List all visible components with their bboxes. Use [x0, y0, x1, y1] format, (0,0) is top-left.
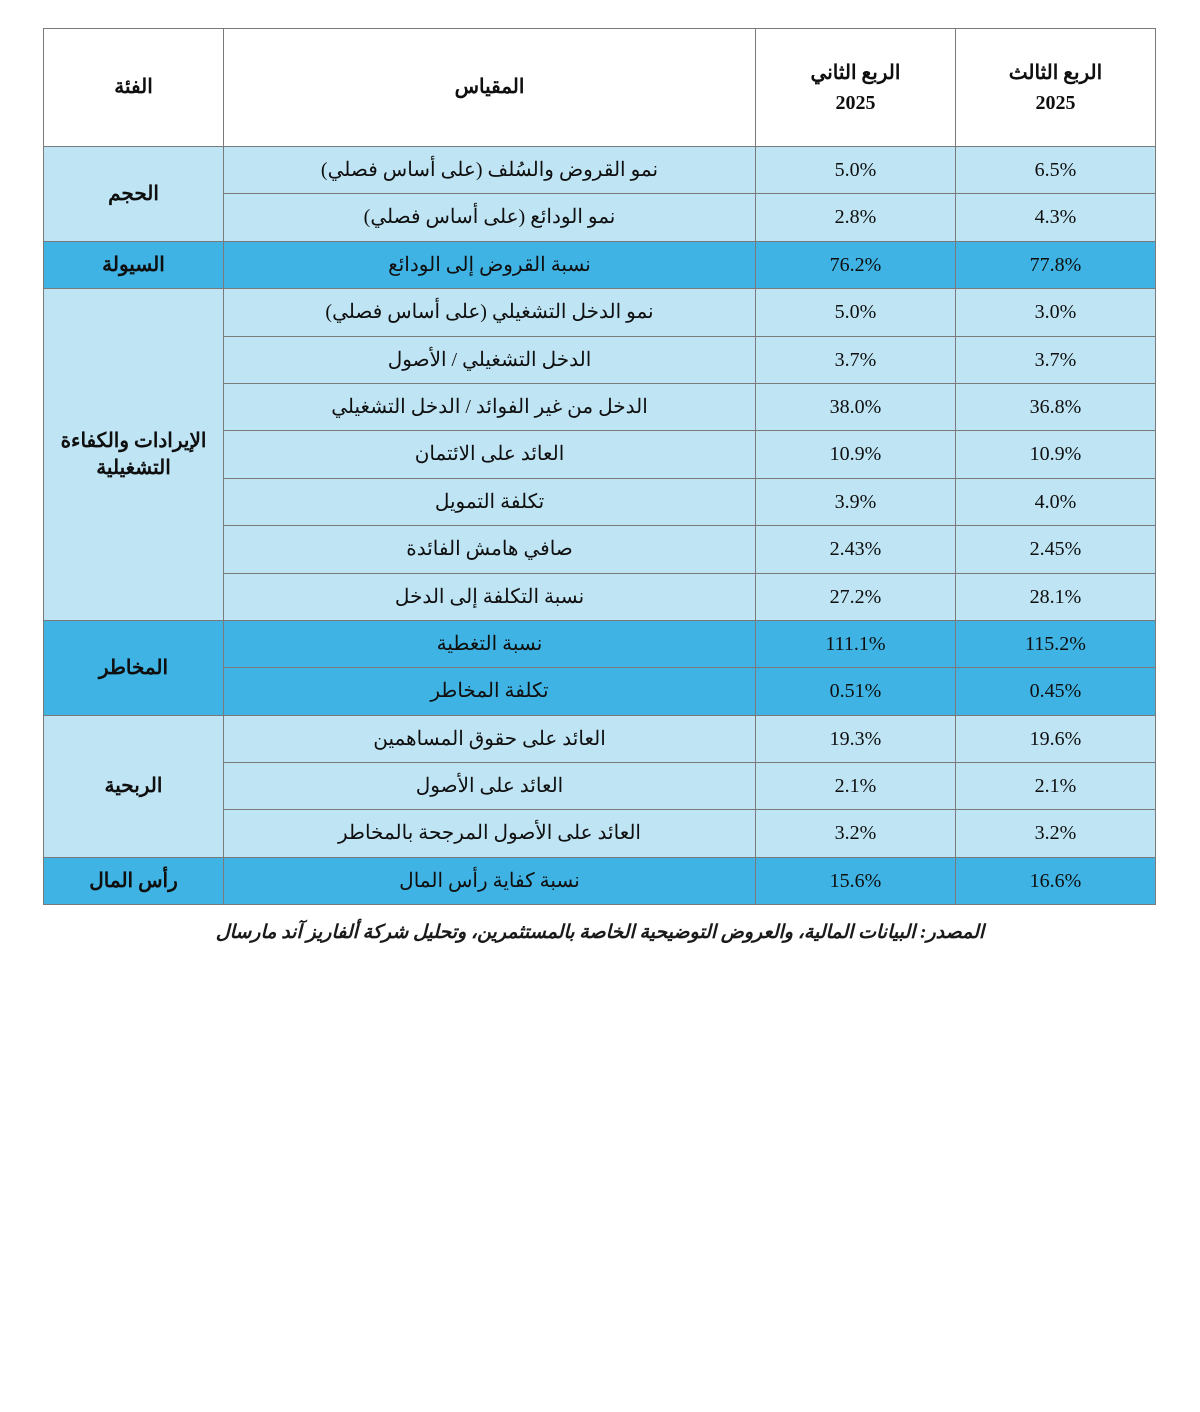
cell-q3-value: 0.45% [956, 668, 1156, 715]
cell-metric-label: الدخل من غير الفوائد / الدخل التشغيلي [224, 383, 756, 430]
cell-q3-value: 3.7% [956, 336, 1156, 383]
table-row [44, 620, 1156, 667]
table-row [44, 289, 1156, 336]
cell-metric-label: نمو القروض والسُلف (على أساس فصلي) [224, 147, 756, 194]
cell-category-label: رأس المال [44, 857, 224, 904]
cell-q3-value: 2.45% [956, 526, 1156, 573]
cell-q2-value: 111.1% [756, 620, 956, 667]
column-header-q3-line2: 2025 [1035, 91, 1076, 114]
cell-q2-value: 0.51% [756, 668, 956, 715]
cell-q2-value: 5.0% [756, 147, 956, 194]
cell-q2-value: 15.6% [756, 857, 956, 904]
cell-q3-value: 10.9% [956, 431, 1156, 478]
cell-q3-value: 4.0% [956, 478, 1156, 525]
column-header-q3-line1: الربع الثالث [1008, 61, 1103, 84]
cell-q3-value: 2.1% [956, 763, 1156, 810]
cell-q2-value: 76.2% [756, 241, 956, 288]
column-header-q2-line2: 2025 [835, 91, 876, 114]
cell-metric-label: تكلفة التمويل [224, 478, 756, 525]
cell-q3-value: 4.3% [956, 194, 1156, 241]
cell-q2-value: 2.1% [756, 763, 956, 810]
cell-q2-value: 10.9% [756, 431, 956, 478]
cell-category-label: السيولة [44, 241, 224, 288]
cell-q3-value: 115.2% [956, 620, 1156, 667]
cell-q3-value: 3.2% [956, 810, 1156, 857]
cell-q2-value: 3.7% [756, 336, 956, 383]
cell-metric-label: نمو الدخل التشغيلي (على أساس فصلي) [224, 289, 756, 336]
cell-q3-value: 36.8% [956, 383, 1156, 430]
cell-q2-value: 38.0% [756, 383, 956, 430]
cell-q3-value: 19.6% [956, 715, 1156, 762]
column-header-metric: المقياس [224, 29, 756, 147]
table-row [44, 857, 1156, 904]
cell-metric-label: تكلفة المخاطر [224, 668, 756, 715]
cell-q2-value: 3.9% [756, 478, 956, 525]
table-header [44, 29, 1156, 147]
cell-q2-value: 5.0% [756, 289, 956, 336]
cell-q3-value: 16.6% [956, 857, 1156, 904]
cell-q3-value: 6.5% [956, 147, 1156, 194]
cell-metric-label: صافي هامش الفائدة [224, 526, 756, 573]
cell-q3-value: 77.8% [956, 241, 1156, 288]
column-header-q2-line1: الربع الثاني [810, 61, 901, 84]
cell-metric-label: الدخل التشغيلي / الأصول [224, 336, 756, 383]
cell-q3-value: 3.0% [956, 289, 1156, 336]
cell-category-label: الإيرادات والكفاءة التشغيلية [44, 289, 224, 621]
cell-metric-label: العائد على الائتمان [224, 431, 756, 478]
column-header-q2 [756, 29, 956, 147]
cell-q2-value: 3.2% [756, 810, 956, 857]
source-note: المصدر: البيانات المالية، والعروض التوضيحية الخاصة بالمستثمرين، وتحليل شركة ألفاريز آند مارسال [215, 922, 985, 944]
cell-metric-label: نسبة كفاية رأس المال [224, 857, 756, 904]
table-row [44, 241, 1156, 288]
cell-category-label: الحجم [44, 147, 224, 242]
cell-q3-value: 28.1% [956, 573, 1156, 620]
column-header-q3 [956, 29, 1156, 147]
financial-metrics-table [43, 28, 1156, 905]
header-row [44, 29, 1156, 147]
cell-q2-value: 27.2% [756, 573, 956, 620]
cell-metric-label: العائد على حقوق المساهمين [224, 715, 756, 762]
cell-q2-value: 19.3% [756, 715, 956, 762]
cell-category-label: الربحية [44, 715, 224, 857]
cell-category-label: المخاطر [44, 620, 224, 715]
cell-q2-value: 2.8% [756, 194, 956, 241]
cell-metric-label: نمو الودائع (على أساس فصلي) [224, 194, 756, 241]
table-body [44, 147, 1156, 905]
cell-metric-label: نسبة القروض إلى الودائع [224, 241, 756, 288]
cell-metric-label: العائد على الأصول [224, 763, 756, 810]
column-header-category: الفئة [44, 29, 224, 147]
table-row [44, 715, 1156, 762]
cell-metric-label: العائد على الأصول المرجحة بالمخاطر [224, 810, 756, 857]
cell-q2-value: 2.43% [756, 526, 956, 573]
table-row [44, 147, 1156, 194]
cell-metric-label: نسبة التغطية [224, 620, 756, 667]
cell-metric-label: نسبة التكلفة إلى الدخل [224, 573, 756, 620]
